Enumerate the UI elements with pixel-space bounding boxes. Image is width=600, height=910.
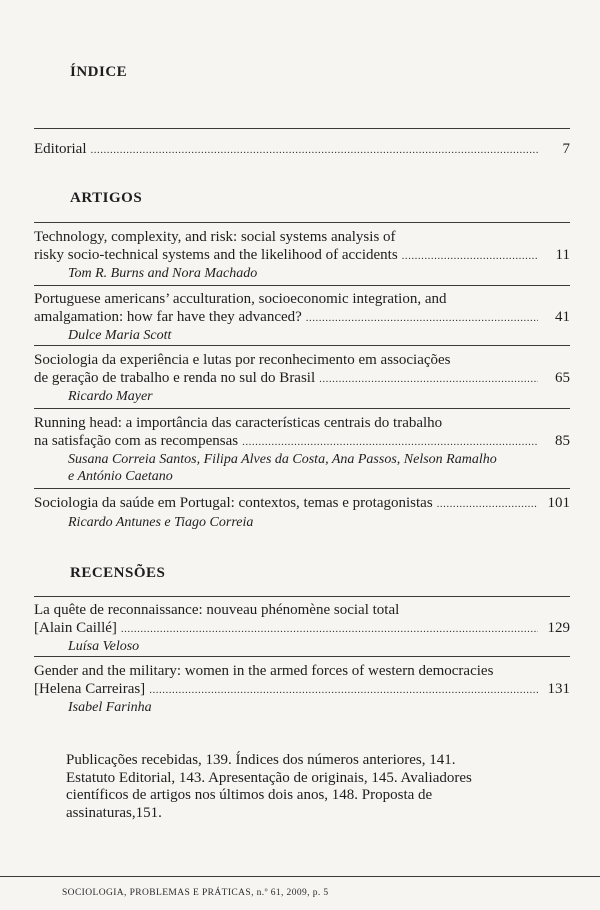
divider — [34, 222, 570, 223]
entry-title-line: [Alain Caillé] — [34, 619, 117, 636]
page-number: 131 — [547, 680, 570, 697]
page-number: 65 — [555, 369, 570, 386]
toc-entry-article[interactable] — [34, 495, 570, 531]
toc-entry-article[interactable] — [34, 415, 570, 485]
entry-title: Editorial — [34, 141, 87, 157]
entry-title-line: La quête de reconnaissance: nouveau phénomène social total — [34, 602, 400, 618]
toc-entry-article[interactable] — [34, 291, 570, 344]
entry-author: Luísa Veloso — [68, 639, 140, 654]
entry-author: Dulce Maria Scott — [68, 328, 172, 343]
running-footer: SOCIOLOGIA, PROBLEMAS E PRÁTICAS, n.º 61, 2009, p. 5 — [62, 888, 329, 898]
dot-leader — [242, 434, 538, 452]
entry-author: Ricardo Mayer — [68, 389, 153, 404]
dot-leader — [121, 621, 538, 639]
entry-title-line: Technology, complexity, and risk: social systems analysis of — [34, 229, 396, 245]
entry-title-line: Sociologia da experiência e lutas por reconhecimento em associações — [34, 352, 451, 368]
entry-author: Tom R. Burns and Nora Machado — [68, 266, 258, 281]
toc-entry-review[interactable] — [34, 663, 570, 716]
page-number: 129 — [547, 619, 570, 636]
entry-author: Susana Correia Santos, Filipa Alves da Costa, Ana Passos, Nelson Ramalho — [68, 452, 497, 467]
entry-title-line: Portuguese americans’ acculturation, socioeconomic integration, and — [34, 291, 447, 307]
divider — [34, 596, 570, 597]
dot-leader — [437, 496, 538, 514]
dot-leader — [402, 248, 538, 266]
entry-title-line: Gender and the military: women in the armed forces of western democracies — [34, 663, 494, 679]
page-number: 41 — [555, 308, 570, 325]
toc-entry-review[interactable] — [34, 602, 570, 655]
divider — [34, 345, 570, 346]
page-number: 11 — [555, 246, 570, 263]
dot-leader — [306, 310, 538, 328]
divider — [34, 128, 570, 129]
dot-leader — [91, 142, 539, 160]
divider — [34, 488, 570, 489]
dot-leader — [149, 682, 538, 700]
closing-line: assinaturas,151. — [66, 804, 162, 821]
entry-title-line: [Helena Carreiras] — [34, 680, 146, 697]
entry-author: Ricardo Antunes e Tiago Correia — [68, 514, 254, 530]
page-number: 85 — [555, 432, 570, 449]
entry-author: e António Caetano — [68, 469, 173, 484]
toc-entry-article[interactable] — [34, 352, 570, 405]
page-number: 7 — [562, 141, 570, 157]
toc-entry-editorial[interactable] — [34, 141, 570, 160]
heading-recensoes: RECENSÕES — [70, 565, 166, 581]
divider — [34, 408, 570, 409]
entry-title-line: Running head: a importância das características centrais do trabalho — [34, 415, 443, 431]
divider — [34, 656, 570, 657]
entry-title-line: na satisfação com as recompensas — [34, 432, 239, 449]
closing-notes — [66, 752, 536, 822]
entry-title-line: de geração de trabalho e renda no sul do Brasil — [34, 369, 316, 386]
entry-title-line: risky socio-technical systems and the likelihood of accidents — [34, 246, 398, 263]
dot-leader — [319, 371, 538, 389]
page-number: 101 — [547, 495, 570, 511]
entry-author: Isabel Farinha — [68, 700, 152, 715]
divider — [34, 285, 570, 286]
closing-line: Estatuto Editorial, 143. Apresentação de originais, 145. Avaliadores — [66, 769, 472, 786]
closing-line: científicos de artigos nos últimos dois anos, 148. Proposta de — [66, 787, 433, 803]
heading-indice: ÍNDICE — [70, 64, 128, 80]
entry-title-line: Sociologia da saúde em Portugal: contextos, temas e protagonistas — [34, 495, 433, 511]
footer-divider — [0, 876, 600, 877]
entry-title-line: amalgamation: how far have they advanced? — [34, 308, 302, 325]
closing-line: Publicações recebidas, 139. Índices dos números anteriores, 141. — [66, 752, 456, 768]
heading-artigos: ARTIGOS — [70, 190, 143, 206]
toc-entry-article[interactable] — [34, 229, 570, 282]
